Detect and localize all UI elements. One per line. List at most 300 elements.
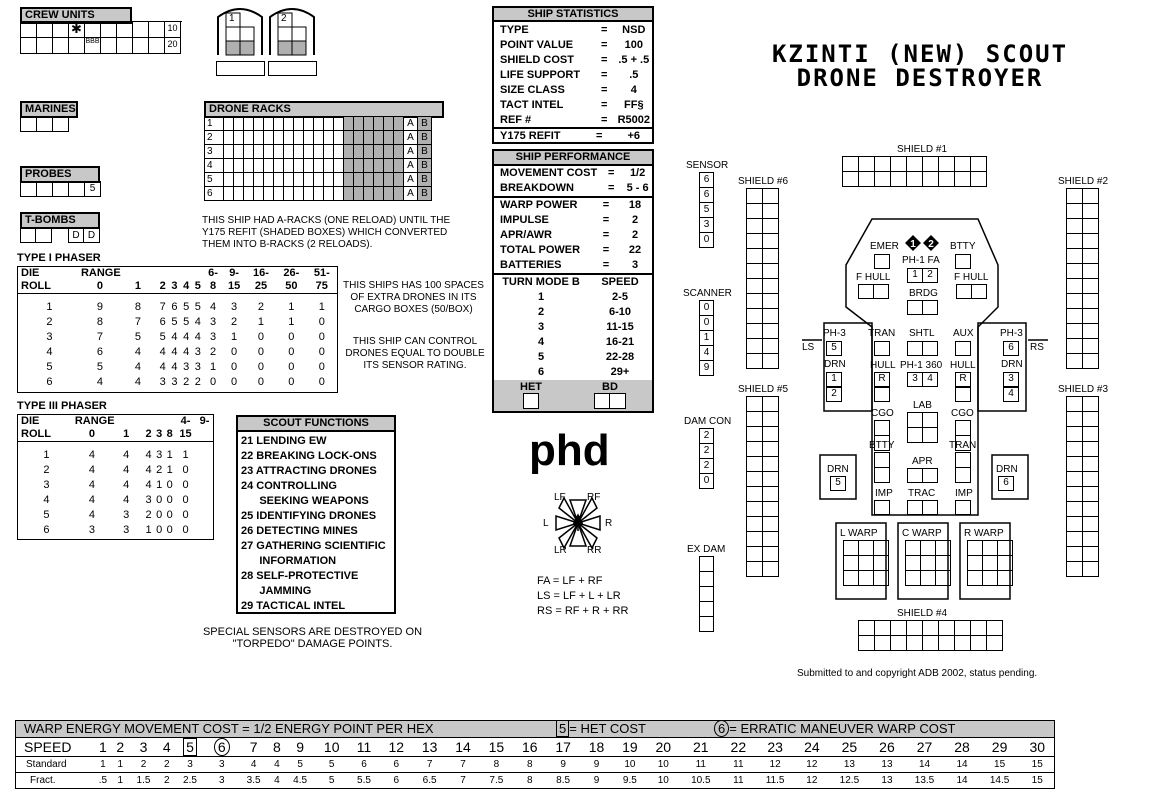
het-box[interactable] bbox=[523, 393, 539, 409]
shield-box[interactable] bbox=[747, 547, 763, 562]
drone-rack-row[interactable] bbox=[205, 159, 432, 173]
shield-box[interactable] bbox=[891, 636, 907, 651]
rack-box[interactable] bbox=[274, 145, 284, 159]
warp-box[interactable] bbox=[936, 556, 951, 571]
sensor-box[interactable]: 0 bbox=[700, 233, 714, 248]
shield-box[interactable] bbox=[1067, 472, 1083, 487]
shield-box[interactable] bbox=[747, 339, 763, 354]
warp-box[interactable] bbox=[968, 541, 983, 556]
fhull-right-box-1[interactable] bbox=[956, 284, 972, 299]
ph3-right-box[interactable]: 6 bbox=[1003, 341, 1019, 356]
shield-box[interactable] bbox=[747, 427, 763, 442]
shield-box[interactable] bbox=[763, 457, 779, 472]
shield-box[interactable] bbox=[747, 472, 763, 487]
rack-box[interactable] bbox=[264, 187, 274, 201]
rack-box[interactable] bbox=[324, 173, 334, 187]
shield-box[interactable] bbox=[747, 487, 763, 502]
rack-box[interactable] bbox=[254, 187, 264, 201]
shield-box[interactable] bbox=[1067, 294, 1083, 309]
shield-box[interactable] bbox=[1083, 249, 1099, 264]
shield-box[interactable] bbox=[763, 279, 779, 294]
rack-box[interactable] bbox=[334, 131, 344, 145]
warp-box[interactable] bbox=[998, 571, 1013, 586]
shield-box[interactable] bbox=[747, 562, 763, 577]
rack-box[interactable] bbox=[364, 187, 374, 201]
shield-box[interactable] bbox=[923, 621, 939, 636]
shield-box[interactable] bbox=[955, 621, 971, 636]
rack-box[interactable] bbox=[264, 117, 274, 131]
shield-box[interactable] bbox=[747, 502, 763, 517]
rack-box[interactable] bbox=[254, 131, 264, 145]
shield-box[interactable] bbox=[1067, 189, 1083, 204]
shield-box[interactable] bbox=[747, 354, 763, 369]
shield-box[interactable] bbox=[1067, 219, 1083, 234]
rack-box[interactable] bbox=[364, 145, 374, 159]
drone-rack-row[interactable] bbox=[205, 131, 432, 145]
damcon-box[interactable]: 2 bbox=[700, 444, 714, 459]
warp-box[interactable] bbox=[874, 541, 889, 556]
rack-box[interactable] bbox=[284, 117, 294, 131]
rack-box[interactable] bbox=[274, 187, 284, 201]
marines-boxes[interactable] bbox=[20, 116, 69, 132]
shield-box[interactable] bbox=[1067, 264, 1083, 279]
rack-box[interactable] bbox=[284, 131, 294, 145]
rack-box[interactable] bbox=[314, 131, 324, 145]
rack-box[interactable] bbox=[394, 187, 404, 201]
rack-box[interactable] bbox=[384, 131, 394, 145]
rack-box[interactable] bbox=[254, 145, 264, 159]
rack-box[interactable] bbox=[324, 117, 334, 131]
rack-box[interactable] bbox=[344, 145, 354, 159]
rack-box[interactable] bbox=[374, 173, 384, 187]
rack-box[interactable] bbox=[334, 117, 344, 131]
rack-box[interactable] bbox=[314, 145, 324, 159]
rack-box[interactable] bbox=[224, 187, 234, 201]
shield-box[interactable] bbox=[1067, 397, 1083, 412]
shield-box[interactable] bbox=[907, 636, 923, 651]
rack-box[interactable] bbox=[304, 145, 314, 159]
drone-rack-row[interactable] bbox=[205, 145, 432, 159]
trac-box-1[interactable] bbox=[907, 500, 923, 515]
apr-box-1[interactable] bbox=[907, 468, 923, 483]
shield-box[interactable] bbox=[747, 279, 763, 294]
rack-box[interactable] bbox=[294, 131, 304, 145]
shield-box[interactable] bbox=[971, 157, 987, 172]
shield-box[interactable] bbox=[971, 636, 987, 651]
shield-box[interactable] bbox=[747, 189, 763, 204]
rack-box[interactable] bbox=[224, 145, 234, 159]
shield-box[interactable] bbox=[1083, 457, 1099, 472]
shield-box[interactable] bbox=[763, 219, 779, 234]
warp-box[interactable] bbox=[844, 541, 859, 556]
shield-box[interactable] bbox=[1083, 487, 1099, 502]
shield5-boxes[interactable] bbox=[746, 396, 779, 577]
shield-box[interactable] bbox=[763, 562, 779, 577]
rack-box[interactable] bbox=[304, 187, 314, 201]
brdg-box-1[interactable] bbox=[907, 300, 923, 315]
tran-left-box[interactable] bbox=[874, 341, 890, 356]
shield3-boxes[interactable] bbox=[1066, 396, 1099, 577]
rack-box[interactable] bbox=[294, 117, 304, 131]
shield-box[interactable] bbox=[875, 157, 891, 172]
tbombs-boxes[interactable] bbox=[20, 228, 101, 244]
shield-box[interactable] bbox=[763, 309, 779, 324]
rack-box[interactable] bbox=[374, 145, 384, 159]
shield-box[interactable] bbox=[955, 172, 971, 187]
drone-rack-row[interactable] bbox=[205, 117, 432, 131]
rack-box[interactable] bbox=[354, 159, 364, 173]
probes-boxes[interactable] bbox=[20, 181, 101, 197]
shield-box[interactable] bbox=[923, 636, 939, 651]
rack-box[interactable] bbox=[344, 173, 354, 187]
rack-box[interactable] bbox=[364, 173, 374, 187]
rack-box[interactable] bbox=[264, 173, 274, 187]
rack-box[interactable] bbox=[364, 159, 374, 173]
shield-box[interactable] bbox=[907, 621, 923, 636]
shield-box[interactable] bbox=[843, 172, 859, 187]
shield-box[interactable] bbox=[1083, 547, 1099, 562]
rack-box[interactable] bbox=[274, 131, 284, 145]
warp-box[interactable] bbox=[998, 556, 1013, 571]
scanner-box[interactable]: 0 bbox=[700, 316, 714, 331]
rack-box[interactable] bbox=[234, 173, 244, 187]
warp-box[interactable] bbox=[968, 556, 983, 571]
lab-boxes[interactable] bbox=[907, 412, 938, 443]
rack-box[interactable] bbox=[334, 159, 344, 173]
shield-box[interactable] bbox=[1067, 234, 1083, 249]
warp-box[interactable] bbox=[921, 541, 936, 556]
shield-box[interactable] bbox=[763, 517, 779, 532]
shuttle-bay-2[interactable] bbox=[268, 5, 316, 57]
warp-box[interactable] bbox=[859, 541, 874, 556]
shield-box[interactable] bbox=[923, 157, 939, 172]
shield-box[interactable] bbox=[1083, 309, 1099, 324]
warp-box[interactable] bbox=[874, 556, 889, 571]
shield-box[interactable] bbox=[955, 636, 971, 651]
shuttle-bay-1[interactable] bbox=[216, 5, 264, 57]
shield-box[interactable] bbox=[939, 157, 955, 172]
aux-box[interactable] bbox=[955, 341, 971, 356]
hull-right-box-2[interactable] bbox=[955, 387, 971, 402]
exdam-track[interactable] bbox=[699, 556, 714, 632]
rack-box[interactable] bbox=[354, 131, 364, 145]
rack-box[interactable] bbox=[234, 187, 244, 201]
shield-box[interactable] bbox=[971, 621, 987, 636]
rack-box[interactable] bbox=[334, 145, 344, 159]
rack-box[interactable] bbox=[244, 117, 254, 131]
rack-box[interactable] bbox=[354, 187, 364, 201]
shield-box[interactable] bbox=[763, 294, 779, 309]
rack-box[interactable] bbox=[344, 187, 354, 201]
rack-box[interactable] bbox=[264, 159, 274, 173]
warp-box[interactable] bbox=[906, 571, 921, 586]
shield-box[interactable] bbox=[891, 172, 907, 187]
damcon-box[interactable]: 0 bbox=[700, 474, 714, 489]
hull-left-box-2[interactable] bbox=[874, 387, 890, 402]
damcon-track[interactable] bbox=[699, 428, 714, 489]
shield-box[interactable] bbox=[1083, 397, 1099, 412]
rack-box[interactable] bbox=[244, 145, 254, 159]
rack-box[interactable] bbox=[264, 145, 274, 159]
ph1-fa-box-2[interactable]: 2 bbox=[922, 268, 938, 283]
shield-box[interactable] bbox=[747, 412, 763, 427]
shield-box[interactable] bbox=[747, 309, 763, 324]
shield-box[interactable] bbox=[747, 204, 763, 219]
warp-box[interactable] bbox=[844, 571, 859, 586]
rack-box[interactable] bbox=[234, 159, 244, 173]
shield-box[interactable] bbox=[747, 457, 763, 472]
imp-right-box[interactable] bbox=[955, 500, 971, 515]
shield2-boxes[interactable] bbox=[1066, 188, 1099, 369]
shtl-box-1[interactable] bbox=[907, 341, 923, 356]
shield-box[interactable] bbox=[1083, 189, 1099, 204]
shield-box[interactable] bbox=[1083, 264, 1099, 279]
shield-box[interactable] bbox=[939, 636, 955, 651]
shield-box[interactable] bbox=[1083, 234, 1099, 249]
rack-box[interactable] bbox=[244, 131, 254, 145]
sensor-box[interactable]: 5 bbox=[700, 203, 714, 218]
warp-box[interactable] bbox=[998, 541, 1013, 556]
shield-box[interactable] bbox=[1083, 532, 1099, 547]
rack-box[interactable] bbox=[384, 187, 394, 201]
shield-box[interactable] bbox=[1083, 517, 1099, 532]
warp-box[interactable] bbox=[936, 541, 951, 556]
shield-box[interactable] bbox=[1083, 412, 1099, 427]
rack-box[interactable] bbox=[394, 159, 404, 173]
rack-box[interactable] bbox=[384, 117, 394, 131]
fhull-left-box-2[interactable] bbox=[873, 284, 889, 299]
rack-box[interactable] bbox=[354, 173, 364, 187]
scanner-box[interactable]: 0 bbox=[700, 301, 714, 316]
rack-box[interactable] bbox=[254, 159, 264, 173]
fhull-right-box-2[interactable] bbox=[971, 284, 987, 299]
apr-box-2[interactable] bbox=[922, 468, 938, 483]
rack-box[interactable] bbox=[284, 145, 294, 159]
shield-box[interactable] bbox=[987, 636, 1003, 651]
rack-box[interactable] bbox=[234, 131, 244, 145]
bd-box-1[interactable] bbox=[594, 393, 610, 409]
shield-box[interactable] bbox=[1067, 562, 1083, 577]
shield-box[interactable] bbox=[763, 427, 779, 442]
rwarp-boxes[interactable] bbox=[967, 540, 1013, 586]
ph3-left-box[interactable]: 5 bbox=[826, 341, 842, 356]
rack-box[interactable] bbox=[334, 187, 344, 201]
rack-box[interactable] bbox=[294, 173, 304, 187]
warp-box[interactable] bbox=[968, 571, 983, 586]
rack-box[interactable] bbox=[314, 117, 324, 131]
shield-box[interactable] bbox=[891, 157, 907, 172]
shield-box[interactable] bbox=[1083, 562, 1099, 577]
sensor-box[interactable]: 3 bbox=[700, 218, 714, 233]
shuttle-1-name-box[interactable] bbox=[216, 61, 265, 76]
emer-box[interactable] bbox=[874, 254, 890, 269]
shield-box[interactable] bbox=[859, 172, 875, 187]
shield-box[interactable] bbox=[763, 189, 779, 204]
rack-box[interactable] bbox=[394, 173, 404, 187]
shield-box[interactable] bbox=[907, 157, 923, 172]
rack-box[interactable] bbox=[294, 187, 304, 201]
shield-box[interactable] bbox=[747, 397, 763, 412]
shield-box[interactable] bbox=[843, 157, 859, 172]
shield-box[interactable] bbox=[1067, 517, 1083, 532]
shield-box[interactable] bbox=[763, 249, 779, 264]
rack-box[interactable] bbox=[284, 187, 294, 201]
warp-box[interactable] bbox=[983, 556, 998, 571]
drn-lower-right-box[interactable]: 6 bbox=[998, 476, 1014, 491]
rack-box[interactable] bbox=[334, 173, 344, 187]
rack-box[interactable] bbox=[394, 145, 404, 159]
rack-box[interactable] bbox=[344, 159, 354, 173]
shield-box[interactable] bbox=[1067, 412, 1083, 427]
rack-box[interactable] bbox=[234, 117, 244, 131]
rack-box[interactable] bbox=[374, 159, 384, 173]
shield-box[interactable] bbox=[1083, 354, 1099, 369]
shield-box[interactable] bbox=[923, 172, 939, 187]
warp-box[interactable] bbox=[983, 571, 998, 586]
shield-box[interactable] bbox=[971, 172, 987, 187]
rack-box[interactable] bbox=[294, 159, 304, 173]
warp-box[interactable] bbox=[921, 556, 936, 571]
shield-box[interactable] bbox=[747, 249, 763, 264]
shield-box[interactable] bbox=[939, 621, 955, 636]
ph1-fa-box-1[interactable]: 1 bbox=[907, 268, 923, 283]
shield1-boxes[interactable] bbox=[842, 156, 987, 187]
rack-box[interactable] bbox=[244, 187, 254, 201]
rack-box[interactable] bbox=[364, 117, 374, 131]
shield-box[interactable] bbox=[875, 636, 891, 651]
shield-box[interactable] bbox=[907, 172, 923, 187]
rack-box[interactable] bbox=[394, 117, 404, 131]
warp-box[interactable] bbox=[859, 571, 874, 586]
shield-box[interactable] bbox=[763, 442, 779, 457]
damcon-box[interactable]: 2 bbox=[700, 429, 714, 444]
shield-box[interactable] bbox=[1067, 442, 1083, 457]
shield-box[interactable] bbox=[1067, 339, 1083, 354]
shield-box[interactable] bbox=[1083, 219, 1099, 234]
rack-box[interactable] bbox=[344, 117, 354, 131]
shuttle-2-name-box[interactable] bbox=[268, 61, 317, 76]
shield-box[interactable] bbox=[763, 502, 779, 517]
shield-box[interactable] bbox=[763, 472, 779, 487]
shield-box[interactable] bbox=[763, 339, 779, 354]
shield-box[interactable] bbox=[1067, 547, 1083, 562]
shield-box[interactable] bbox=[1067, 532, 1083, 547]
warp-box[interactable] bbox=[859, 556, 874, 571]
shield-box[interactable] bbox=[859, 621, 875, 636]
rack-box[interactable] bbox=[284, 159, 294, 173]
rack-box[interactable] bbox=[304, 159, 314, 173]
rack-box[interactable] bbox=[374, 117, 384, 131]
shield-box[interactable] bbox=[747, 442, 763, 457]
warp-box[interactable] bbox=[936, 571, 951, 586]
drone-rack-row[interactable] bbox=[205, 187, 432, 201]
rack-box[interactable] bbox=[224, 131, 234, 145]
warp-box[interactable] bbox=[874, 571, 889, 586]
shield-box[interactable] bbox=[1067, 324, 1083, 339]
shield6-boxes[interactable] bbox=[746, 188, 779, 369]
shield-box[interactable] bbox=[955, 157, 971, 172]
shield-box[interactable] bbox=[1067, 249, 1083, 264]
crew-units-grid[interactable] bbox=[20, 21, 182, 54]
shield-box[interactable] bbox=[1067, 502, 1083, 517]
shield-box[interactable] bbox=[1067, 204, 1083, 219]
rack-box[interactable] bbox=[244, 173, 254, 187]
drone-rack-row[interactable] bbox=[205, 173, 432, 187]
rack-box[interactable] bbox=[304, 173, 314, 187]
rack-box[interactable] bbox=[304, 117, 314, 131]
rack-box[interactable] bbox=[324, 159, 334, 173]
ph1-360-box-1[interactable]: 3 bbox=[907, 372, 923, 387]
drn-lower-left-box[interactable]: 5 bbox=[830, 476, 846, 491]
scanner-box[interactable]: 4 bbox=[700, 346, 714, 361]
drn-left-box-1[interactable]: 1 bbox=[826, 372, 842, 387]
shield-box[interactable] bbox=[859, 636, 875, 651]
rack-box[interactable] bbox=[274, 159, 284, 173]
shield-box[interactable] bbox=[747, 517, 763, 532]
lwarp-boxes[interactable] bbox=[843, 540, 889, 586]
shield-box[interactable] bbox=[875, 172, 891, 187]
shield-box[interactable] bbox=[747, 532, 763, 547]
rack-box[interactable] bbox=[324, 131, 334, 145]
shield-box[interactable] bbox=[1083, 502, 1099, 517]
scanner-track[interactable] bbox=[699, 300, 714, 376]
bd-box-2[interactable] bbox=[610, 393, 626, 409]
warp-box[interactable] bbox=[844, 556, 859, 571]
sensor-box[interactable]: 6 bbox=[700, 173, 714, 188]
shield-box[interactable] bbox=[763, 397, 779, 412]
shield-box[interactable] bbox=[1067, 487, 1083, 502]
ph1-360-box-2[interactable]: 4 bbox=[922, 372, 938, 387]
rack-box[interactable] bbox=[294, 145, 304, 159]
rack-box[interactable] bbox=[354, 117, 364, 131]
rack-box[interactable] bbox=[324, 145, 334, 159]
drn-right-box-2[interactable]: 4 bbox=[1003, 387, 1019, 402]
rack-box[interactable] bbox=[254, 117, 264, 131]
drone-racks-table[interactable] bbox=[204, 116, 444, 201]
rack-box[interactable] bbox=[394, 131, 404, 145]
shield-box[interactable] bbox=[763, 532, 779, 547]
shtl-box-2[interactable] bbox=[922, 341, 938, 356]
shield-box[interactable] bbox=[763, 234, 779, 249]
shield-box[interactable] bbox=[747, 264, 763, 279]
shield-box[interactable] bbox=[747, 234, 763, 249]
scanner-box[interactable]: 9 bbox=[700, 361, 714, 376]
rack-box[interactable] bbox=[274, 117, 284, 131]
imp-left-box[interactable] bbox=[874, 500, 890, 515]
rack-box[interactable] bbox=[284, 173, 294, 187]
rack-box[interactable] bbox=[304, 131, 314, 145]
fhull-left-box-1[interactable] bbox=[858, 284, 874, 299]
rack-box[interactable] bbox=[314, 173, 324, 187]
warp-box[interactable] bbox=[906, 541, 921, 556]
shield-box[interactable] bbox=[747, 294, 763, 309]
rack-box[interactable] bbox=[244, 159, 254, 173]
cwarp-boxes[interactable] bbox=[905, 540, 951, 586]
shield-box[interactable] bbox=[1083, 472, 1099, 487]
shield-box[interactable] bbox=[1083, 324, 1099, 339]
shield-box[interactable] bbox=[987, 621, 1003, 636]
sensor-box[interactable]: 6 bbox=[700, 188, 714, 203]
tran-right-boxes[interactable] bbox=[955, 452, 971, 483]
rack-box[interactable] bbox=[374, 187, 384, 201]
rack-box[interactable] bbox=[324, 187, 334, 201]
rack-box[interactable] bbox=[384, 159, 394, 173]
btty-left-boxes[interactable] bbox=[874, 452, 890, 483]
warp-box[interactable] bbox=[906, 556, 921, 571]
btty-top-box[interactable] bbox=[955, 254, 971, 269]
damcon-box[interactable]: 2 bbox=[700, 459, 714, 474]
drn-left-box-2[interactable]: 2 bbox=[826, 387, 842, 402]
